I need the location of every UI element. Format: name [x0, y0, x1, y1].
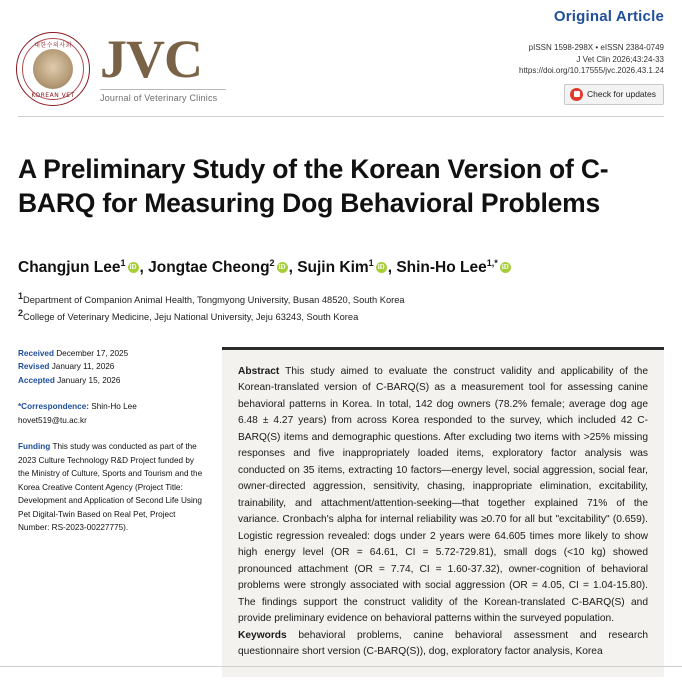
journal-logo-block: [16, 28, 226, 106]
author-affiliation-marker: 1: [120, 258, 126, 269]
funding-block: [18, 440, 204, 535]
orcid-icon[interactable]: [500, 262, 511, 273]
orcid-icon[interactable]: [376, 262, 387, 273]
header-top: [0, 0, 682, 26]
author-name: Jongtae Cheong: [148, 259, 270, 277]
seal-text-top: 대한수의사회: [34, 42, 72, 49]
journal-title-block: [100, 29, 226, 104]
orcid-icon[interactable]: [277, 262, 288, 273]
keywords-text: behavioral problems, canine behavioral assessment and research questionnaire short version (C-BARQ(S)), dog, exploratory factor analysis, Korea: [238, 629, 648, 658]
journal-fullname: Journal of Veterinary Clinics: [100, 89, 226, 103]
correspondence-label: *Correspondence:: [18, 402, 89, 412]
history-date-label: Accepted: [18, 375, 58, 385]
history-date-value: January 11, 2026: [51, 362, 115, 372]
author-1: [18, 259, 148, 276]
header-divider: [18, 116, 664, 117]
author-list: [0, 238, 682, 279]
abstract-box: [222, 347, 664, 677]
correspondence-name: Shin-Ho Lee: [91, 402, 137, 412]
author-separator: ,: [288, 259, 298, 277]
abstract-label: Abstract: [238, 365, 280, 377]
journal-abbrev: JVC: [100, 29, 202, 89]
affiliation-text: Department of Companion Animal Health, Tongmyong University, Busan 48520, South Korea: [23, 294, 405, 305]
history-date-label: Revised: [18, 362, 52, 372]
correspondence-block: [18, 400, 204, 427]
page-title: A Preliminary Study of the Korean Version of C-BARQ for Measuring Dog Behavioral Problems: [18, 153, 609, 218]
author-4: [396, 259, 511, 276]
author-name: Shin-Ho Lee: [396, 259, 487, 277]
affiliation-marker: 2: [18, 308, 24, 319]
keywords-paragraph: [238, 628, 648, 661]
author-affiliation-marker: 1: [368, 258, 374, 269]
article-body: [0, 325, 682, 677]
keywords-label: Keywords: [238, 629, 287, 641]
journal-header: [0, 26, 682, 106]
author-affiliation-marker: 1,*: [486, 258, 498, 269]
history-date-label: Received: [18, 348, 57, 358]
history-date-row: [18, 374, 204, 388]
crossmark-label: Check for updates: [587, 89, 656, 100]
affiliation-list: [0, 280, 682, 325]
author-2: [148, 259, 297, 276]
correspondence-email[interactable]: hovet519@tu.ac.kr: [18, 415, 87, 425]
history-date-row: [18, 360, 204, 374]
author-separator: ,: [139, 259, 149, 277]
author-name: Changjun Lee: [18, 259, 121, 277]
author-separator: ,: [387, 259, 397, 277]
society-seal-icon: [16, 32, 90, 106]
crossmark-icon: [570, 88, 583, 101]
publication-meta: [519, 28, 664, 105]
history-date-value: January 15, 2026: [57, 375, 121, 385]
history-date-row: [18, 347, 204, 361]
history-date-value: December 17, 2025: [56, 348, 129, 358]
affiliation-marker: 1: [18, 290, 24, 301]
author-3: [297, 259, 396, 276]
article-sidebar: [18, 347, 204, 677]
seal-center-emblem: [33, 49, 73, 89]
author-name: Sujin Kim: [297, 259, 369, 277]
author-affiliation-marker: 2: [269, 258, 275, 269]
article-type-label: Original Article: [553, 8, 664, 25]
footer-divider: [0, 666, 682, 667]
affiliation-text: College of Veterinary Medicine, Jeju National University, Jeju 63243, South Korea: [23, 312, 359, 323]
citation-line: J Vet Clin 2026;43:24-33: [576, 54, 664, 64]
issn-line: pISSN 1598-298X • eISSN 2384-0749: [528, 43, 664, 52]
doi-line[interactable]: https://doi.org/10.17555/jvc.2026.43.1.24: [519, 66, 664, 76]
funding-text: This study was conducted as part of the 2023 Culture Technology R&D Project funded by the Ministry of Culture, Sports and Tourism and the Korea Creative Content Agency (Project Title: Development and Application of Second Life Using Pet Digital-Twin Based on Real Pet, Project Number: RS-2023-00227775).: [18, 442, 203, 533]
orcid-icon[interactable]: [128, 262, 139, 273]
history-dates: [18, 347, 204, 388]
crossmark-button[interactable]: [564, 84, 664, 105]
funding-label: Funding: [18, 442, 51, 452]
seal-text-bottom: KOREAN VET: [31, 92, 75, 99]
affiliation-item: [18, 290, 662, 308]
abstract-paragraph: [238, 364, 648, 628]
abstract-text: This study aimed to evaluate the construct validity and applicability of the Korean-translated version of C-BARQ(S) as a measurement tool for assessing canine behavioral patterns in Korea. In total, 142 dog owners (78.2% female; average dog age 6.48 ± 4.27 years) from across Korea responded to the survey, which included 42 C-BARQ(S) items and demographic questions. After excluding two items with >25% missing responses and five inappropriately loaded items, exploratory factor analysis was conducted on 35 items, extracting 10 factors—energy level, social aggression, social fear, owner-directed aggression, sensitivity, chasing, inappropriate elimination, excitability, trainability, and attachment/attention-seeking—that together explained 71% of the variance. Cronbach's alpha for internal reliability was ≥0.70 for all but "excitability" (0.659). Logistic regression revealed: dogs under 2 years were 64.605 times more likely to show high energy level (OR = 64.61, CI = 5.72-729.81), small dogs (<10 kg) showed pronounced attachment (OR = 7.74, CI = 1.60-37.32), owner-cognition of behavioral problems were strongly associated with social aggression (OR = 4.05, CI = 1.04-15.80). The findings support the construct validity of the Korean-translated C-BARQ(S) and provide preliminary evidence on behavioral patterns within the surveyed population.: [238, 365, 648, 625]
affiliation-item: [18, 307, 662, 325]
